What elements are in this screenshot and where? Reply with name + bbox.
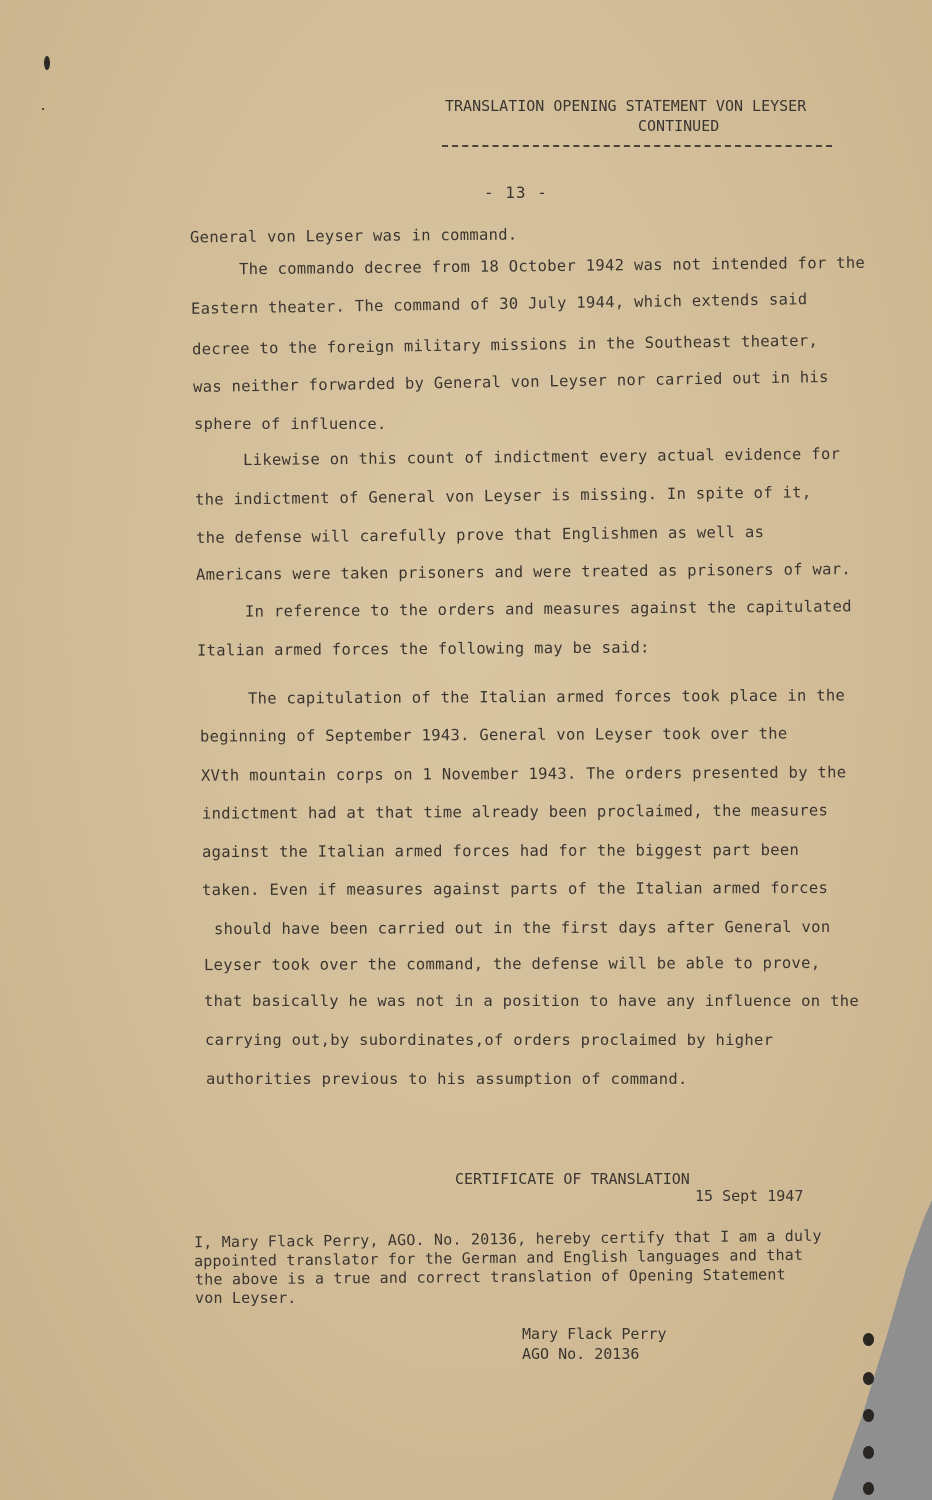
certificate-title: CERTIFICATE OF TRANSLATION	[455, 1170, 690, 1188]
text-line: carrying out,by subordinates,of orders proclaimed by higher	[205, 1031, 774, 1049]
certificate-date: 15 Sept 1947	[695, 1187, 804, 1205]
text-line: against the Italian armed forces had for the biggest part been	[201, 840, 800, 862]
certificate-line: appointed translator for the German and English languages and that	[193, 1245, 804, 1271]
text-line: taken. Even if measures against parts of the Italian armed forces	[201, 878, 829, 900]
text-line: Eastern theater. The command of 30 July 1944, which extends said	[190, 290, 808, 318]
text-line: The capitulation of the Italian armed forces took place in the	[247, 686, 846, 708]
document-header	[445, 96, 845, 136]
text-line: indictment had at that time already been proclaimed, the measures	[201, 801, 829, 823]
text-line: Leyser took over the command, the defense will be able to prove,	[203, 953, 821, 975]
text-line: Likewise on this count of indictment every actual evidence for	[242, 444, 841, 470]
text-line: In reference to the orders and measures against the capitulated	[244, 597, 852, 621]
page-number: - 13 -	[484, 183, 548, 202]
header-title: TRANSLATION OPENING STATEMENT VON LEYSER	[445, 97, 807, 115]
text-line: The commando decree from 18 October 1942 was not intended for the	[238, 253, 866, 279]
text-line: authorities previous to his assumption of command.	[206, 1070, 688, 1088]
certificate-line: the above is a true and correct translation of Opening Statement	[194, 1265, 786, 1289]
header-divider	[442, 145, 832, 147]
text-line: Americans were taken prisoners and were treated as prisoners of war.	[195, 560, 852, 584]
signature-id: AGO No. 20136	[522, 1345, 640, 1363]
text-line: beginning of September 1943. General von Leyser took over the	[199, 724, 788, 746]
punch-hole	[863, 1409, 874, 1422]
text-line: the defense will carefully prove that Englishmen as well as	[195, 523, 765, 547]
ink-speck	[44, 56, 50, 70]
torn-corner	[832, 1200, 932, 1500]
text-line: XVth mountain corps on 1 November 1943. The orders presented by the	[200, 763, 847, 785]
text-line: was neither forwarded by General von Leyser nor carried out in his	[192, 368, 829, 396]
text-line: General von Leyser was in command.	[189, 225, 518, 247]
ink-speck	[42, 108, 44, 110]
text-line: that basically he was not in a position to have any influence on the	[204, 992, 859, 1010]
certificate-line: von Leyser.	[195, 1289, 297, 1307]
certificate-line: I, Mary Flack Perry, AGO. No. 20136, hereby certify that I am a duly	[193, 1226, 822, 1252]
text-line: should have been carried out in the first days after General von	[213, 917, 831, 939]
text-line: the indictment of General von Leyser is missing. In spite of it,	[194, 483, 812, 509]
header-subtitle: CONTINUED	[638, 117, 720, 135]
punch-hole	[863, 1482, 874, 1495]
punch-hole	[863, 1333, 874, 1346]
punch-hole	[863, 1446, 874, 1459]
signature-name: Mary Flack Perry	[522, 1325, 667, 1343]
text-line: Italian armed forces the following may be said:	[196, 638, 650, 660]
text-line: decree to the foreign military missions in the Southeast theater,	[191, 331, 819, 359]
text-line: sphere of influence.	[194, 415, 387, 433]
punch-hole	[863, 1372, 874, 1385]
